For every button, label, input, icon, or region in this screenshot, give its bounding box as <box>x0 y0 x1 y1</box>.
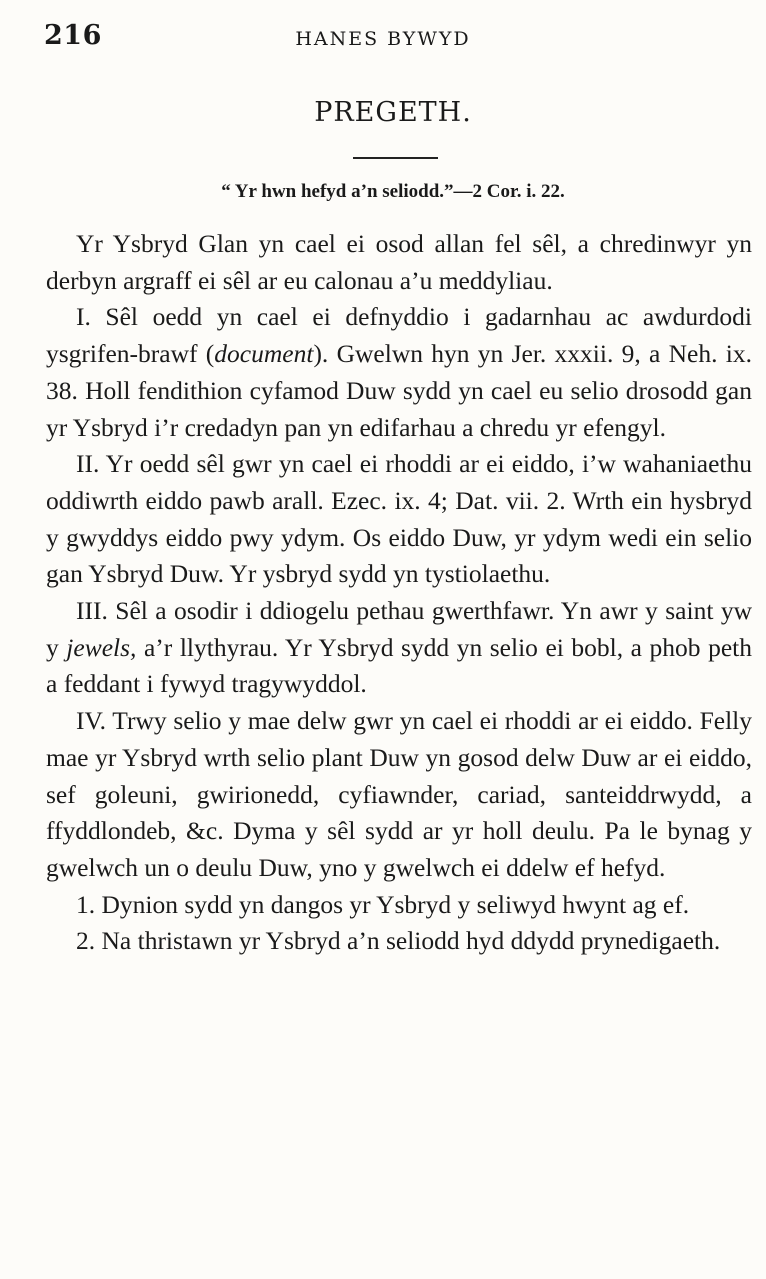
italic-term: document <box>214 339 314 369</box>
paragraph-text: IV. Trwy selio y mae delw gwr yn cael ei rhoddi ar ei eiddo. Felly mae yr Ysbryd wrth selio plant Duw yn gosod delw Duw ar ei eiddo, sef goleuni, gwirionedd, cyfiawnder, cariad, santeiddrwydd, a ffyddlondeb, &c. Dyma y sêl sydd ar yr holl deulu. Pa le bynag y gwelwch un o deulu Duw, yno y gwelwch ei ddelw ef hefyd. <box>46 706 752 882</box>
running-head <box>44 20 722 56</box>
paragraph-text: 1. Dynion sydd yn dangos yr Ysbryd y seliwyd hwynt ag ef. <box>76 889 690 919</box>
page-number: 216 <box>44 20 102 51</box>
paragraph-text: III. Sêl a osodir i ddiogelu pethau gwerthfawr. Yn awr y saint yw y <box>46 596 752 662</box>
paragraph-point-1 <box>46 299 752 446</box>
paragraph-text: Yr Ysbryd Glan yn cael ei osod allan fel sêl, a chredinwyr yn derbyn argraff ei sêl ar eu calonau a’u meddyliau. <box>46 229 752 295</box>
paragraph-text: I. Sêl oedd yn cael ei defnyddio i gadarnhau ac awdurdodi ysgrifen-brawf ( <box>46 302 752 369</box>
paragraph-point-2 <box>46 446 752 593</box>
paragraph-application-2 <box>46 923 752 960</box>
running-title: HANES BYWYD <box>295 28 471 50</box>
italic-term: jewels, <box>66 632 137 662</box>
paragraph-intro <box>46 226 752 299</box>
paragraph-point-3 <box>46 593 752 703</box>
paragraph-text: a’r llythyrau. Yr Ysbryd sydd yn selio ei bobl, a phob peth a feddant i fywyd tragywyddol. <box>46 632 752 699</box>
paragraph-application-1 <box>46 887 752 924</box>
paragraph-point-4 <box>46 703 752 887</box>
title-rule <box>353 157 438 159</box>
section-title: PREGETH. <box>314 97 472 128</box>
paragraph-text: 2. Na thristawn yr Ysbryd a’n seliodd hyd ddydd prynedigaeth. <box>76 926 721 956</box>
paragraph-text: ). Gwelwn hyn yn Jer. xxxii. 9, a Neh. ix. 38. Holl fendithion cyfamod Duw sydd yn cael eu selio drosodd gan yr Ysbryd i’r credadyn pan yn edifarhau a chredu yr efengyl. <box>46 339 752 442</box>
epigraph: “ Yr hwn hefyd a’n seliodd.”—2 Cor. i. 22. <box>221 181 565 202</box>
body-text <box>46 226 752 960</box>
paragraph-text: II. Yr oedd sêl gwr yn cael ei rhoddi ar ei eiddo, i’w wahaniaethu oddiwrth eiddo pawb arall. Ezec. ix. 4; Dat. vii. 2. Wrth ein hysbryd y gwyddys eiddo pwy ydym. Os eiddo Duw, yr ydym wedi ein selio gan Ysbryd Duw. Yr ysbryd sydd yn tystiolaethu. <box>46 449 752 589</box>
